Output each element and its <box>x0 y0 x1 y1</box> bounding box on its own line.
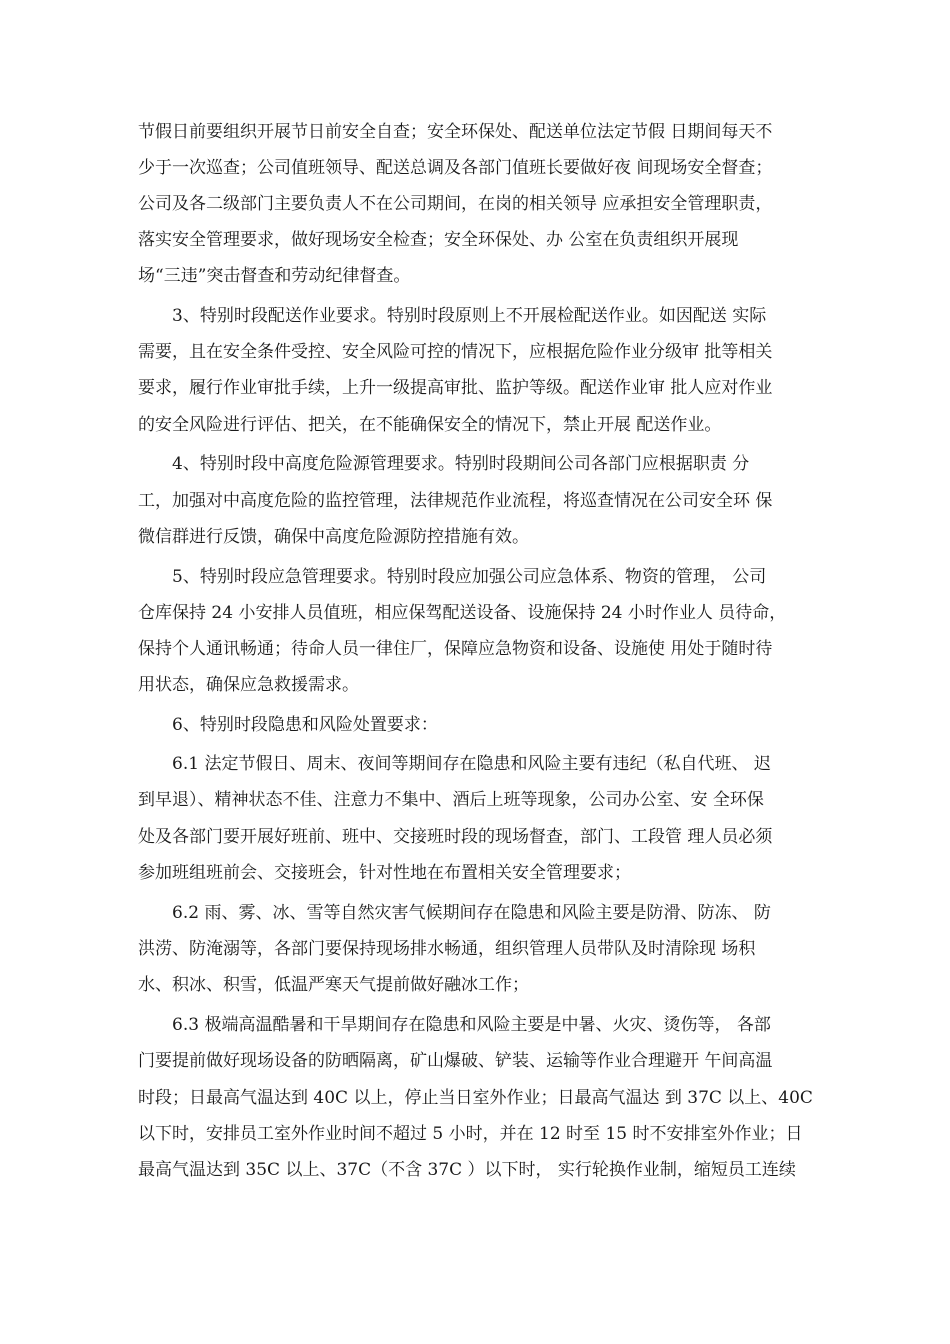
text-line: 场“三违”突击督查和劳动纪律督查。 <box>138 266 411 286</box>
text-line: 落实安全管理要求，做好现场安全检查；安全环保处、办 公室在负责组织开展现 <box>138 230 739 250</box>
paragraph-first-line: 6.1 法定节假日、周末、夜间等期间存在隐患和风险主要有违纪（私自代班、 迟 <box>172 754 771 774</box>
text-line: 水、积冰、积雪，低温严寒天气提前做好融冰工作； <box>138 975 529 995</box>
text-line: 用状态，确保应急救援需求。 <box>138 675 359 695</box>
text-line: 节假日前要组织开展节日前安全自查；安全环保处、配送单位法定节假 日期间每天不 <box>138 122 773 142</box>
text-line: 最高气温达到 35C 以上、37C（不含 37C ）以下时， 实行轮换作业制，缩短员工连续 <box>138 1160 796 1180</box>
paragraph-first-line: 4、特别时段中高度危险源管理要求。特别时段期间公司各部门应根据职责 分 <box>172 454 750 474</box>
text-line: 以下时，安排员工室外作业时间不超过 5 小时，并在 12 时至 15 时不安排室外作业；日 <box>138 1124 803 1144</box>
text-line: 时段；日最高气温达到 40C 以上，停止当日室外作业；日最高气温达 到 37C 以上、40C <box>138 1088 813 1108</box>
paragraph-first-line: 5、特别时段应急管理要求。特别时段应加强公司应急体系、物资的管理， 公司 <box>172 567 767 587</box>
text-line: 洪涝、防淹溺等，各部门要保持现场排水畅通，组织管理人员带队及时清除现 场积 <box>138 939 756 959</box>
paragraph-first-line: 6.2 雨、雾、冰、雪等自然灾害气候期间存在隐患和风险主要是防滑、防冻、 防 <box>172 903 771 923</box>
text-line: 公司及各二级部门主要负责人不在公司期间，在岗的相关领导 应承担安全管理职责， <box>138 194 773 214</box>
text-line: 到早退）、精神状态不佳、注意力不集中、酒后上班等现象，公司办公室、安 全环保 <box>138 790 764 810</box>
text-line: 门要提前做好现场设备的防晒隔离，矿山爆破、铲装、运输等作业合理避开 午间高温 <box>138 1051 773 1071</box>
text-line: 参加班组班前会、交接班会，针对性地在布置相关安全管理要求； <box>138 863 631 883</box>
text-line: 需要，且在安全条件受控、安全风险可控的情况下，应根据危险作业分级审 批等相关 <box>138 342 773 362</box>
text-line: 保持个人通讯畅通；待命人员一律住厂，保障应急物资和设备、设施使 用处于随时待 <box>138 639 773 659</box>
paragraph-first-line: 6.3 极端高温酷暑和干旱期间存在隐患和风险主要是中暑、火灾、烫伤等， 各部 <box>172 1015 771 1035</box>
section-heading: 6、特别时段隐患和风险处置要求： <box>172 715 438 735</box>
text-line: 处及各部门要开展好班前、班中、交接班时段的现场督查，部门、工段管 理人员必须 <box>138 827 773 847</box>
paragraph-first-line: 3、特别时段配送作业要求。特别时段原则上不开展检配送作业。如因配送 实际 <box>172 306 767 326</box>
text-line: 少于一次巡查；公司值班领导、配送总调及各部门值班长要做好夜 间现场安全督查； <box>138 158 773 178</box>
text-line: 工，加强对中高度危险的监控管理，法律规范作业流程，将巡查情况在公司安全环 保 <box>138 491 773 511</box>
text-line: 仓库保持 24 小安排人员值班，相应保驾配送设备、设施保持 24 小时作业人 员待命， <box>138 603 787 623</box>
text-line: 的安全风险进行评估、把关，在不能确保安全的情况下，禁止开展 配送作业。 <box>138 415 722 435</box>
text-line: 要求，履行作业审批手续，上升一级提高审批、监护等级。配送作业审 批人应对作业 <box>138 378 773 398</box>
text-line: 微信群进行反馈，确保中高度危险源防控措施有效。 <box>138 527 529 547</box>
